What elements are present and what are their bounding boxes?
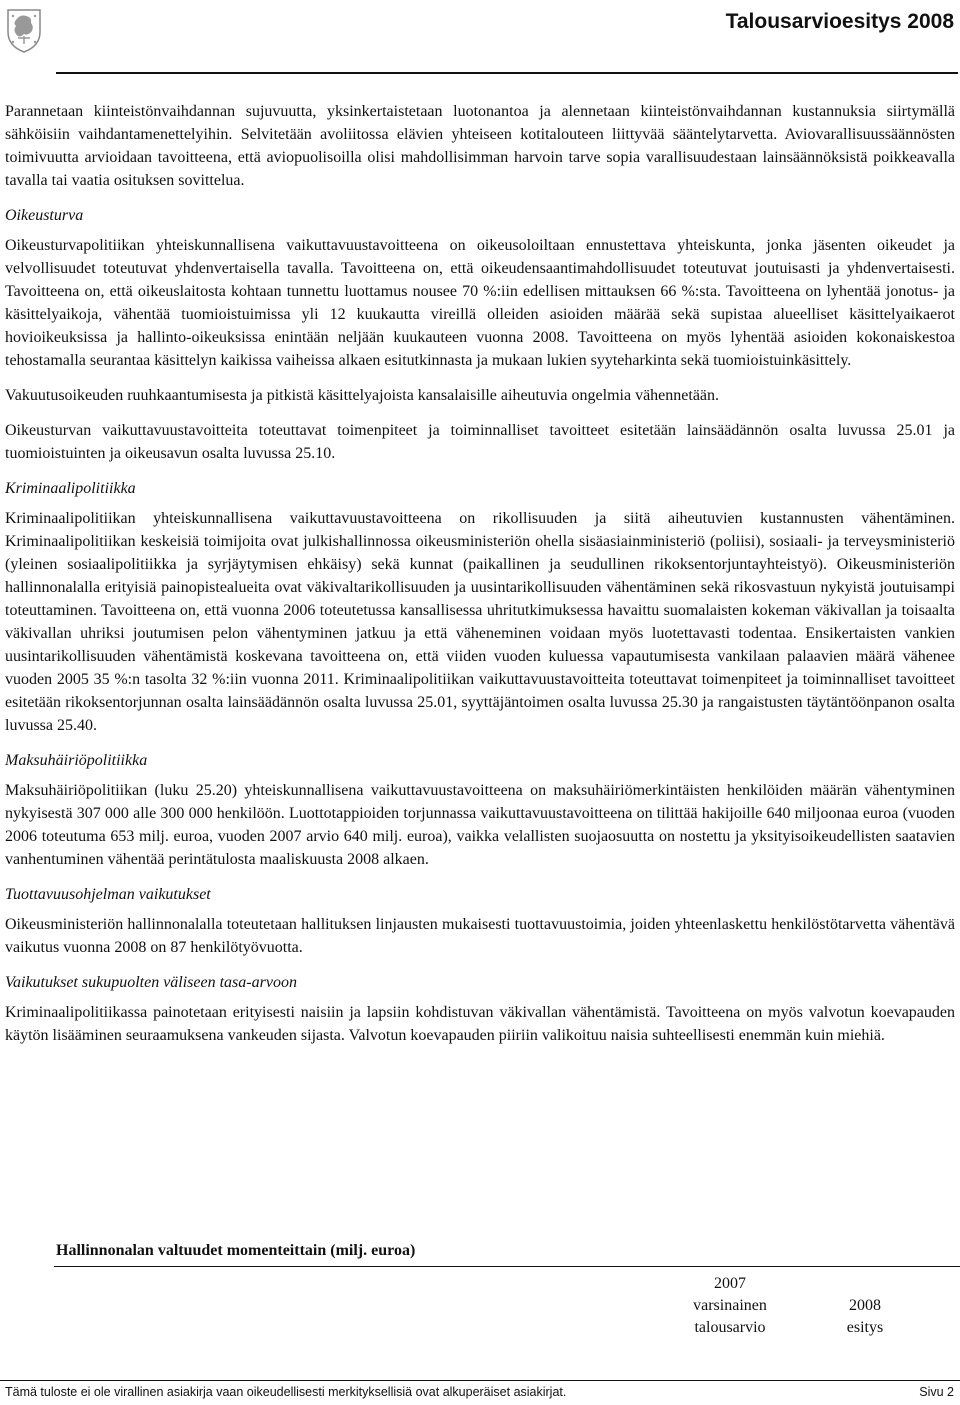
- paragraph: Oikeusturvan vaikuttavuustavoitteita toteuttavat toimenpiteet ja toiminnalliset tavoitteet esitetään lainsäädännön osalta luvussa 25.01 ja tuomioistuinten ja oikeusavun osalta luvussa 25.10.: [5, 422, 955, 462]
- header-divider: [56, 72, 958, 74]
- column-header-line: 2007: [714, 1275, 746, 1292]
- finnish-lion-crest-icon: [4, 6, 44, 54]
- paragraph: Parannetaan kiinteistönvaihdannan sujuvuutta, yksinkertaistetaan luotonantoa ja alennetaan kiinteistönvaihdannan kustannuksia siirtymällä sähköisiin vaihdantamenettelyihin. Selvitetään avoliitossa elävien yhteiseen kotitalouteen liittyvää sääntelytarvetta. Aviovarallisuussäännösten toimivuutta arvioidaan tavoitteena, että aviopuolisoilla olisi mahdollisimman harvoin tarve sopia varallisuudestaan lainsäännöksistä poikkeavalla tavalla tai vaatia osituksen sovittelua.: [5, 103, 955, 189]
- column-header-line: talousarvio: [694, 1319, 766, 1336]
- table-title: Hallinnonalan valtuudet momenteittain (milj. euroa): [56, 1242, 416, 1259]
- paragraph: Oikeusministeriön hallinnonalalla toteutetaan hallituksen linjausten mukaisesti tuottavuustoimia, joiden yhteenlaskettu henkilöstötarvetta vähentävä vaikutus vuonna 2008 on 87 henkilötyövuotta.: [5, 916, 955, 956]
- column-header-line: varsinainen: [693, 1297, 767, 1314]
- column-header-line: esitys: [846, 1319, 884, 1336]
- section-tuottavuusohjelma: [5, 883, 955, 959]
- section-intro: [5, 100, 955, 192]
- section-tasa-arvo: [5, 971, 955, 1047]
- paragraph: Vakuutusoikeuden ruuhkaantumisesta ja pitkistä käsittelyajoista kansalaisille aiheutuvia ongelmia vähennetään.: [5, 387, 720, 404]
- section-heading: Tuottavuusohjelman vaikutukset: [5, 886, 211, 903]
- table-top-rule: [54, 1266, 960, 1267]
- paragraph: Kriminaalipolitiikan yhteiskunnallisena vaikuttavuustavoitteena on rikollisuuden ja siitä aiheutuvien kustannusten vähentäminen. Kriminaalipolitiikan keskeisiä toimijoita ovat julkishallinnossa oikeusministeriön ohella sisäasiainministeriö (poliisi), sosiaali- ja terveysministeriö (yleinen sosiaalipolitiikka ja syrjäytymisen ehkäisy) sekä kunnat (paikallinen ja seudullinen rikoksentorjuntayhteistyö). Oikeusministeriön hallinnonalalla erityisiä painopistealueita ovat väkivaltarikollisuuden ja uusintarikollisuuden vähentäminen sekä rikosvastuun nykyistä joutuisampi toteuttaminen. Tavoitteena on, että vuonna 2006 toteutetussa kansallisessa uhritutkimuksessa havaittu suomalaisten kokeman väkivallan ja toisaalta väkivallan uhriksi joutumisen pelon vähentyminen jatkuu ja että väheneminen voidaan myös luotettavasti todentaa. Ensikertaisten vankien uusintarikollisuuden vähentämistä koskevana tavoitteena on, että viiden vuoden kuluessa vapautumisesta vankilaan palaavien määrä vähenee vuoden 2005 35 %:n tasolta 32 %:iin vuonna 2011. Kriminaalipolitiikan vaikuttavuustavoitteita toteuttavat toimenpiteet ja toiminnalliset tavoitteet esitetään rikoksentorjunnan osalta lainsäädännön osalta luvussa 25.01, syyttäjäntoimen osalta luvussa 25.30 ja rangaistusten täytäntöönpanon osalta luvussa 25.40.: [5, 510, 955, 734]
- column-header-2008: [820, 1295, 910, 1339]
- section-oikeusturva: [5, 204, 955, 465]
- page-number: Sivu 2: [919, 1385, 954, 1399]
- document-title: Talousarvioesitys 2008: [725, 10, 954, 33]
- document-body: [5, 100, 955, 1059]
- section-heading: Maksuhäiriöpolitiikka: [5, 752, 148, 769]
- authorizations-table: [54, 1240, 960, 1336]
- column-header-line: 2008: [849, 1297, 881, 1314]
- section-heading: Oikeusturva: [5, 207, 84, 224]
- page-header: [0, 0, 960, 76]
- section-kriminaalipolitiikka: [5, 477, 955, 737]
- footer-divider: [0, 1380, 960, 1381]
- paragraph: Oikeusturvapolitiikan yhteiskunnallisena vaikuttavuustavoitteena on oikeusoloiltaan ennustettava yhteiskunta, jonka jäsenten oikeudet ja velvollisuudet toteutuvat yhdenvertaisella tavalla. Tavoitteena on, että oikeudensaantimahdollisuudet toteutuvat joutuisasti ja yhdenvertaisesti. Tavoitteena on, että oikeuslaitosta kohtaan tunnettu luottamus nousee 70 %:iin edellisen mittauksen 66 %:sta. Tavoitteena on lyhentää jonotus- ja käsittelyaikoja, vähentää tuomioistuimissa yli 12 kuukautta vireillä olleiden asioiden määrää sekä supistaa alueelliset käsittelyaikaerot hovioikeuksissa ja hallinto-oikeuksissa enintään neljään kuukauteen vuonna 2008. Tavoitteena on myös lyhentää asioiden kokonaiskestoa tehostamalla seurantaa käsittelyn kaikissa vaiheissa alkaen esitutkinnasta ja mukaan lukien syyteharkinta sekä tuomioistuinkäsittely.: [5, 237, 955, 369]
- column-header-2007: [660, 1273, 800, 1339]
- section-heading: Kriminaalipolitiikka: [5, 480, 136, 497]
- section-heading: Vaikutukset sukupuolten väliseen tasa-arvoon: [5, 974, 297, 991]
- page-footer: [0, 1380, 960, 1405]
- paragraph: Maksuhäiriöpolitiikan (luku 25.20) yhteiskunnallisena vaikuttavuustavoitteena on maksuhäiriömerkintäisten henkilöiden määrän vähentyminen nykyisestä 307 000 alle 300 000 henkilöön. Luottotappioiden torjunnassa vaikuttavuustavoitteena on tilittää hakijoille 640 miljoonaa euroa (vuoden 2006 toteutuma 653 milj. euroa, vuoden 2007 arvio 640 milj. euroa), vaikka velallisten suojaosuutta on nostettu ja yksityisoikeudellisten saatavien vanhentuminen vähentää perintätulosta maaliskuusta 2008 alkaen.: [5, 782, 955, 868]
- paragraph: Kriminaalipolitiikassa painotetaan erityisesti naisiin ja lapsiin kohdistuvan väkivallan vähentämistä. Tavoitteena on myös valvotun koevapauden käytön lisääminen seuraamuksena vankeuden sijasta. Valvotun koevapauden piiriin valikoituu naisia suhteellisesti enemmän kuin miehiä.: [5, 1004, 955, 1044]
- section-maksuhairiopolitiikka: [5, 749, 955, 871]
- footer-disclaimer: Tämä tuloste ei ole virallinen asiakirja vaan oikeudellisesti merkityksellisiä ovat alkuperäiset asiakirjat.: [5, 1385, 567, 1399]
